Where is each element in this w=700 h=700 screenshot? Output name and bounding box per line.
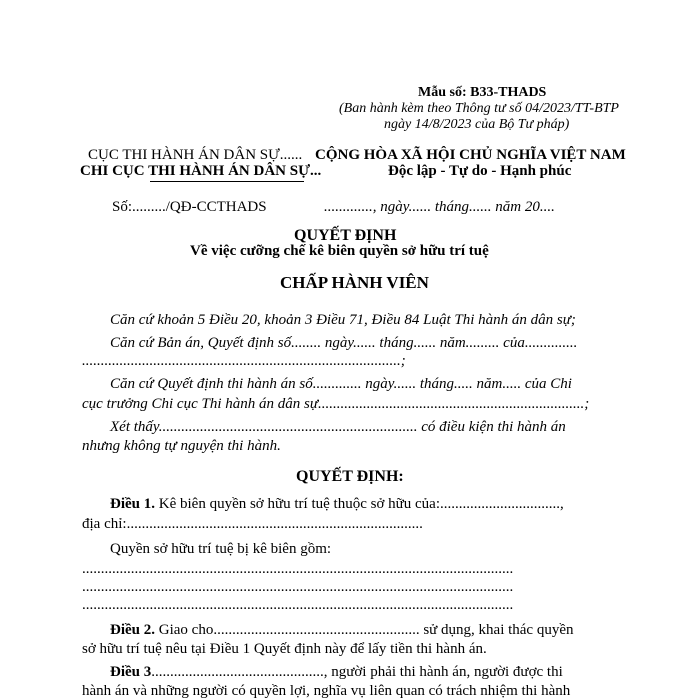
basis-3-line2: cục trưởng Chi cục Thi hành án dân sự.......................................................................; (82, 396, 590, 412)
document-number: Số:........./QĐ-CCTHADS (112, 199, 267, 215)
article-2-line2: sở hữu trí tuệ nêu tại Điều 1 Quyết định này để lấy tiền thi hành án. (82, 641, 487, 657)
article-1-line2: địa chỉ:............................................................................... (82, 516, 423, 532)
basis-4-line2: nhưng không tự nguyện thi hành. (82, 438, 281, 454)
document-title: QUYẾT ĐỊNH (294, 227, 397, 244)
authority-heading: CHẤP HÀNH VIÊN (280, 273, 429, 292)
article-2-label: Điều 2. (110, 622, 155, 638)
article-1-dots-1: ................................................................................................................... (82, 561, 514, 577)
document-date-place: ............., ngày...... tháng...... năm 20.... (324, 199, 555, 215)
national-motto: Độc lập - Tự do - Hạnh phúc (388, 163, 572, 179)
article-1-text: Kê biên quyền sở hữu trí tuệ thuộc sở hữu của:................................, (155, 496, 564, 512)
basis-1: Căn cứ khoản 5 Điều 20, khoản 3 Điều 71, Điều 84 Luật Thi hành án dân sự; (110, 312, 576, 328)
article-1-label: Điều 1. (110, 496, 155, 512)
decision-heading: QUYẾT ĐỊNH: (296, 468, 404, 485)
article-1-list-label: Quyền sở hữu trí tuệ bị kê biên gồm: (110, 541, 332, 557)
national-title: CỘNG HÒA XÃ HỘI CHỦ NGHĨA VIỆT NAM (315, 147, 626, 163)
basis-3-line1: Căn cứ Quyết định thi hành án số............. ngày...... tháng..... năm..... của Chi (110, 376, 572, 392)
agency-line1: CỤC THI HÀNH ÁN DÂN SỰ...... (88, 147, 303, 163)
basis-2-line2: .....................................................................................; (82, 353, 406, 369)
article-1-line1 (110, 496, 564, 513)
article-1-dots-2: ................................................................................................................... (82, 579, 514, 595)
article-2-line1 (110, 622, 574, 639)
document-subtitle: Về việc cưỡng chế kê biên quyền sở hữu trí tuệ (190, 243, 489, 259)
article-3-line2: hành án và những người có quyền lợi, nghĩa vụ liên quan có trách nhiệm thi hành (82, 683, 571, 699)
agency-line2: CHI CỤC THI HÀNH ÁN DÂN SỰ... (80, 163, 322, 179)
basis-4-line1: Xét thấy..................................................................... có điều kiện thi hành án (110, 419, 566, 435)
form-issued-line2: ngày 14/8/2023 của Bộ Tư pháp) (384, 117, 570, 132)
basis-2-line1: Căn cứ Bản án, Quyết định số........ ngày...... tháng...... năm......... của.............. (110, 335, 578, 351)
article-3-line1 (110, 664, 563, 681)
article-3-label: Điều 3 (110, 664, 152, 680)
agency-underline (150, 181, 304, 182)
form-code: Mẫu số: B33-THADS (418, 85, 547, 100)
article-2-text: Giao cho....................................................... sử dụng, khai thác quyền (155, 622, 574, 638)
article-1-dots-3: ................................................................................................................... (82, 597, 514, 613)
form-issued-line1: (Ban hành kèm theo Thông tư số 04/2023/TT-BTP (339, 101, 619, 116)
article-3-text: .............................................., người phải thi hành án, người được thi (151, 664, 563, 680)
